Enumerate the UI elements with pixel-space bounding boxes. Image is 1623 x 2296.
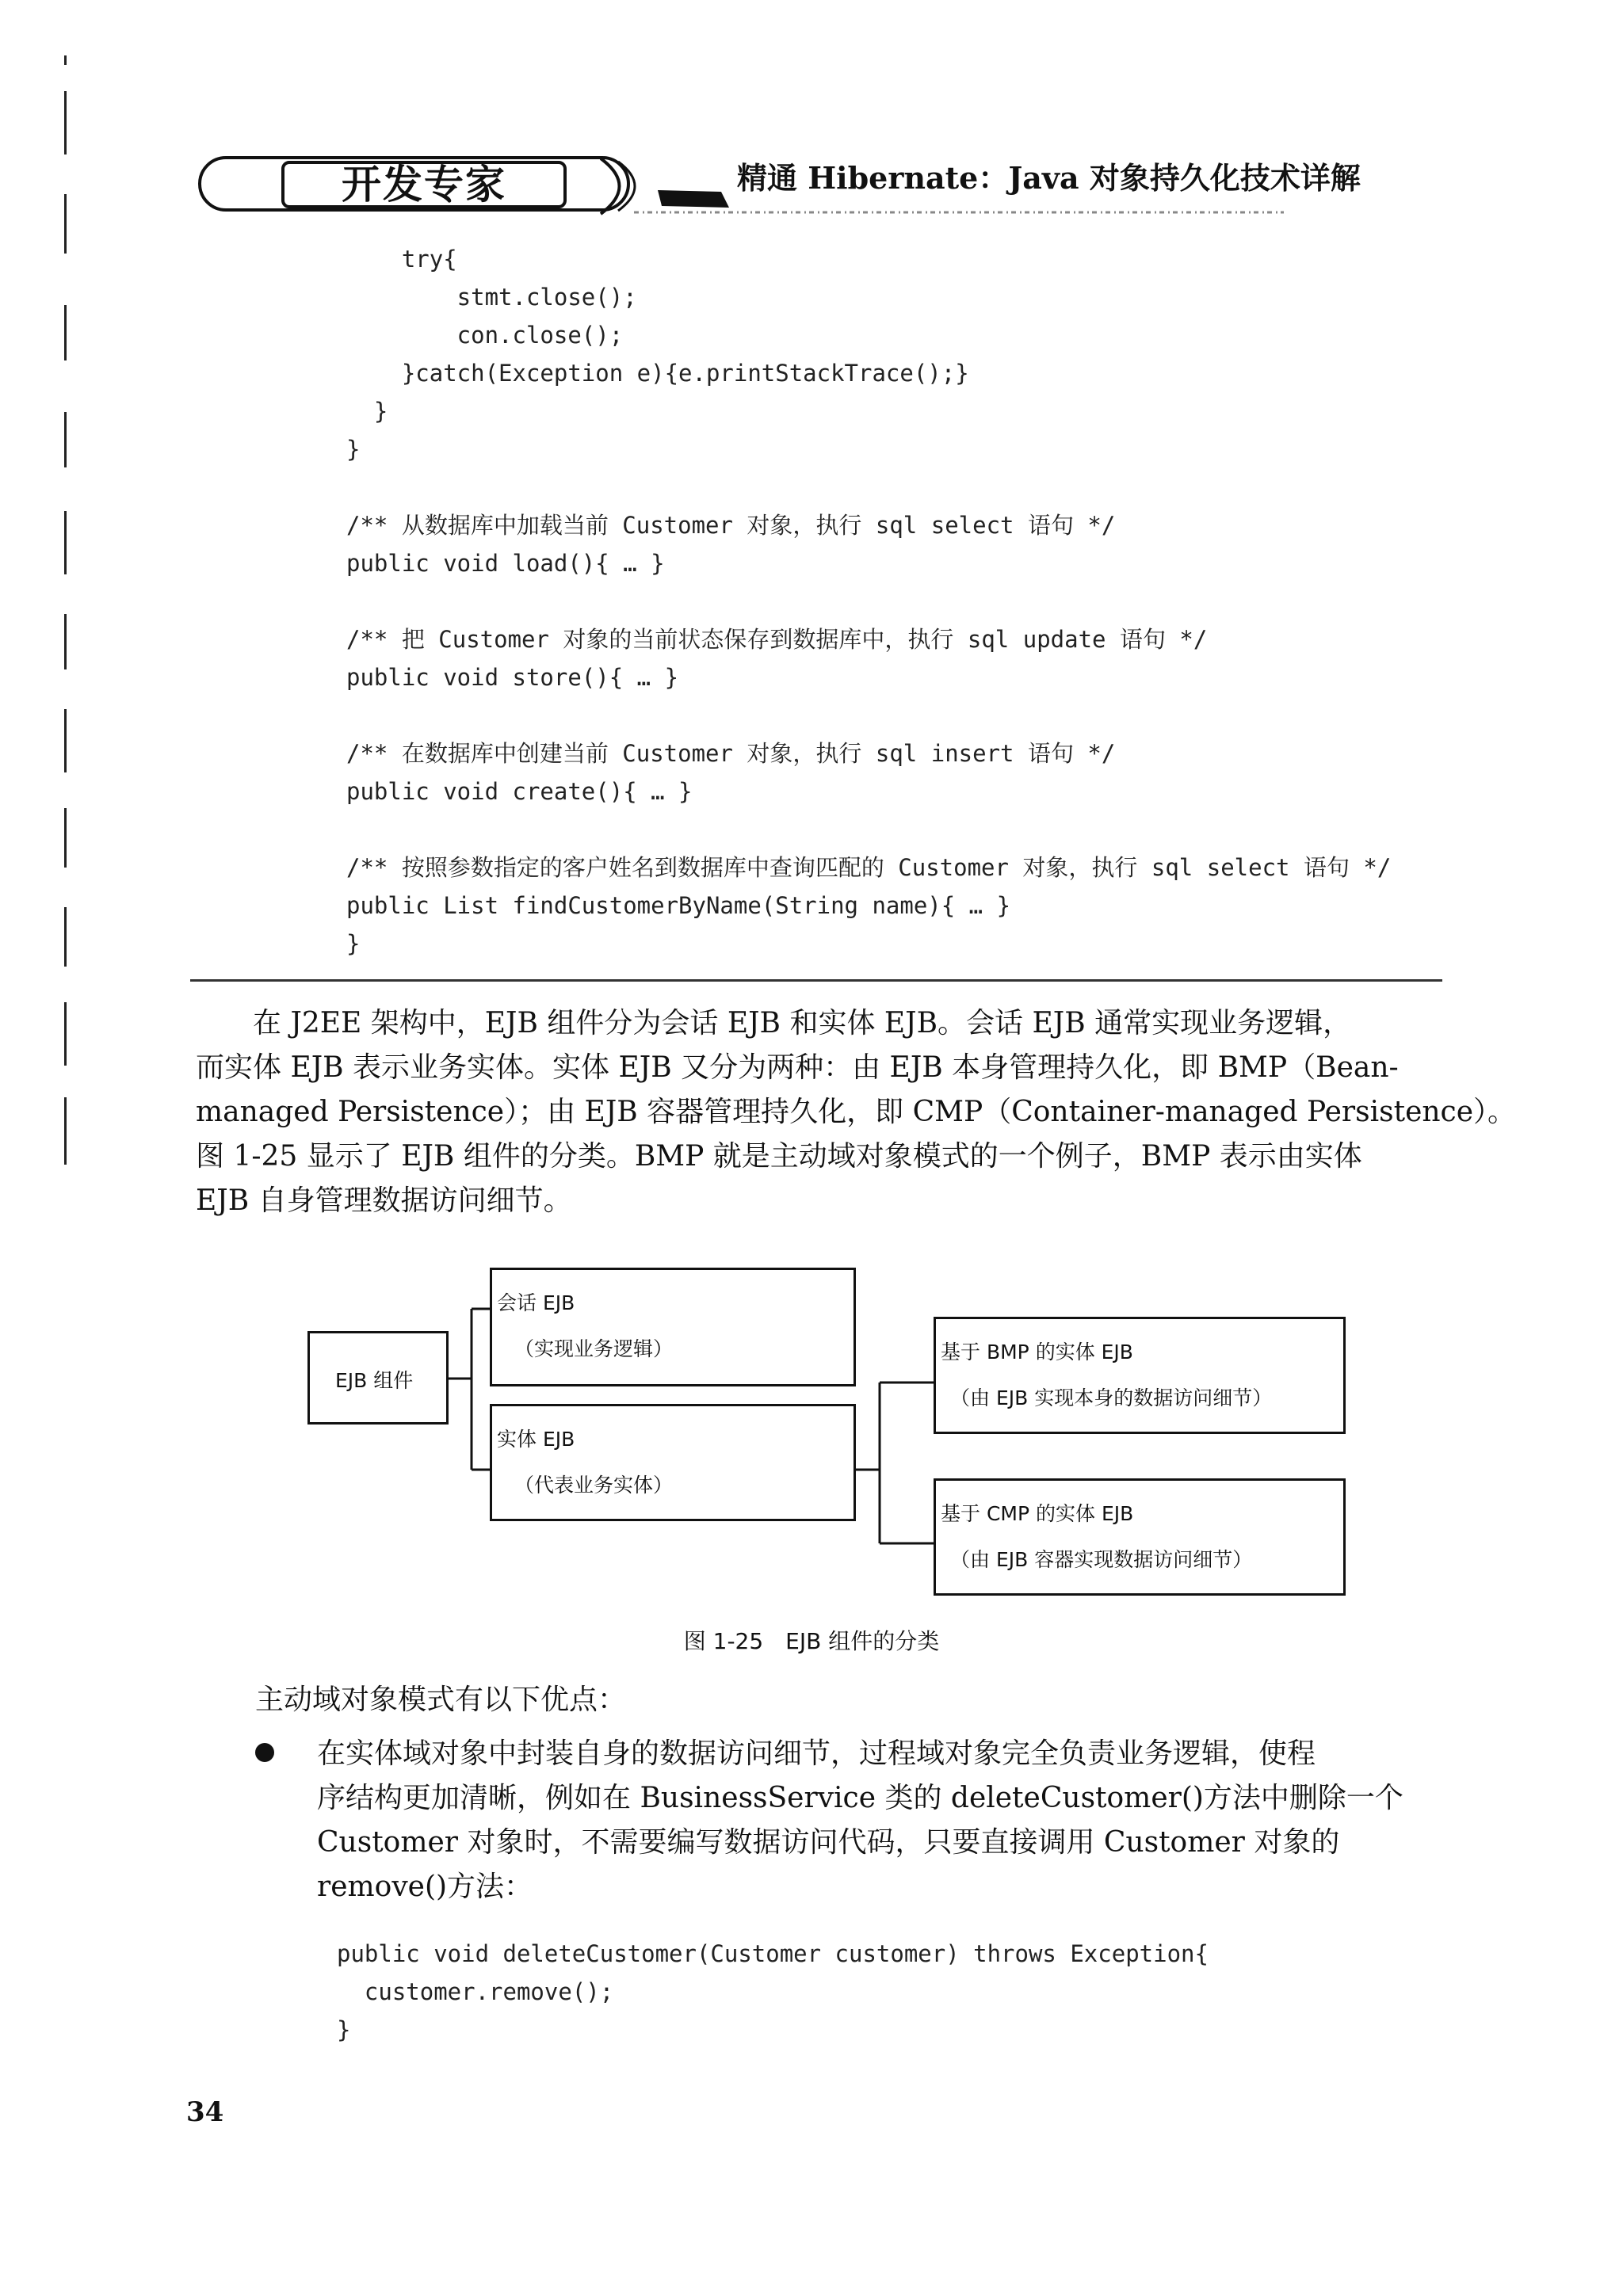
code-line: public void store(){ … } (346, 664, 679, 691)
code-line: customer.remove(); (337, 1978, 614, 2005)
bullet-item-advantage (317, 1732, 1439, 1909)
diagram-node-ejb-component (307, 1331, 449, 1425)
book-title: 精通 Hibernate：Java 对象持久化技术详解 (737, 160, 1361, 196)
node-title: 会话 EJB (497, 1291, 575, 1314)
series-logo: 开发专家 (281, 161, 567, 208)
node-description: （由 EJB 容器实现数据访问细节） (950, 1548, 1253, 1571)
code-line: /** 把 Customer 对象的当前状态保存到数据库中，执行 sql update 语句 */ (346, 626, 1208, 653)
bullet-line: 在实体域对象中封装自身的数据访问细节，过程域对象完全负责业务逻辑，使程 (317, 1737, 1316, 1770)
code-line: } (346, 930, 361, 957)
code-line: con.close(); (346, 322, 624, 349)
code-line: public List findCustomerByName(String name){ … } (346, 892, 1011, 919)
diagram-node-entity-ejb (490, 1404, 856, 1521)
code-line: }catch(Exception e){e.printStackTrace();} (346, 360, 969, 387)
diagram-node-bmp-entity-ejb (934, 1317, 1346, 1434)
code-line: public void deleteCustomer(Customer customer) throws Exception{ (337, 1940, 1209, 1967)
node-description: （由 EJB 实现本身的数据访问细节） (950, 1386, 1273, 1409)
code-line: try{ (346, 246, 457, 273)
node-title: 基于 BMP 的实体 EJB (941, 1341, 1133, 1363)
bullet-line: 序结构更加清晰，例如在 BusinessService 类的 deleteCustomer()方法中删除一个 (317, 1782, 1403, 1814)
bullet-line: remove()方法： (317, 1871, 533, 1903)
paragraph-line: 而实体 EJB 表示业务实体。实体 EJB 又分为两种：由 EJB 本身管理持久化，即 BMP（Bean- (196, 1051, 1399, 1084)
code-line: stmt.close(); (346, 284, 637, 311)
code-line: } (337, 2016, 351, 2043)
paragraph-line: 在 J2EE 架构中，EJB 组件分为会话 EJB 和实体 EJB。会话 EJB 通常实现业务逻辑， (253, 1007, 1352, 1039)
page-number: 34 (186, 2096, 224, 2128)
code-block-delete-customer (337, 1935, 1209, 2049)
code-line: } (346, 436, 361, 463)
code-line: } (346, 398, 388, 425)
paragraph-line: 图 1-25 显示了 EJB 组件的分类。BMP 就是主动域对象模式的一个例子，BMP 表示由实体 (196, 1140, 1362, 1173)
code-line: public void create(){ … } (346, 778, 693, 805)
bullet-icon (255, 1743, 274, 1762)
figure-caption: 图 1-25 EJB 组件的分类 (683, 1628, 940, 1654)
node-title: 实体 EJB (497, 1428, 575, 1451)
advantages-intro: 主动域对象模式有以下优点： (255, 1684, 627, 1716)
node-description: （实现业务逻辑） (514, 1337, 674, 1360)
code-line: public void load(){ … } (346, 550, 665, 577)
node-description: （代表业务实体） (514, 1474, 674, 1497)
diagram-node-session-ejb (490, 1268, 856, 1386)
paragraph-line: EJB 自身管理数据访问细节。 (196, 1184, 572, 1217)
paragraph-line: managed Persistence）；由 EJB 容器管理持久化，即 CMP（Container-managed Persistence）。 (196, 1096, 1517, 1128)
code-line: /** 从数据库中加载当前 Customer 对象，执行 sql select 语句 */ (346, 512, 1116, 539)
bullet-line: Customer 对象时，不需要编写数据访问代码，只要直接调用 Customer 对象的 (317, 1826, 1340, 1859)
code-line: /** 在数据库中创建当前 Customer 对象，执行 sql insert 语句 */ (346, 740, 1116, 767)
node-title: EJB 组件 (335, 1369, 414, 1392)
diagram-node-cmp-entity-ejb (934, 1478, 1346, 1596)
node-title: 基于 CMP 的实体 EJB (941, 1502, 1134, 1525)
code-line: /** 按照参数指定的客户姓名到数据库中查询匹配的 Customer 对象，执行 sql select 语句 */ (346, 854, 1392, 881)
